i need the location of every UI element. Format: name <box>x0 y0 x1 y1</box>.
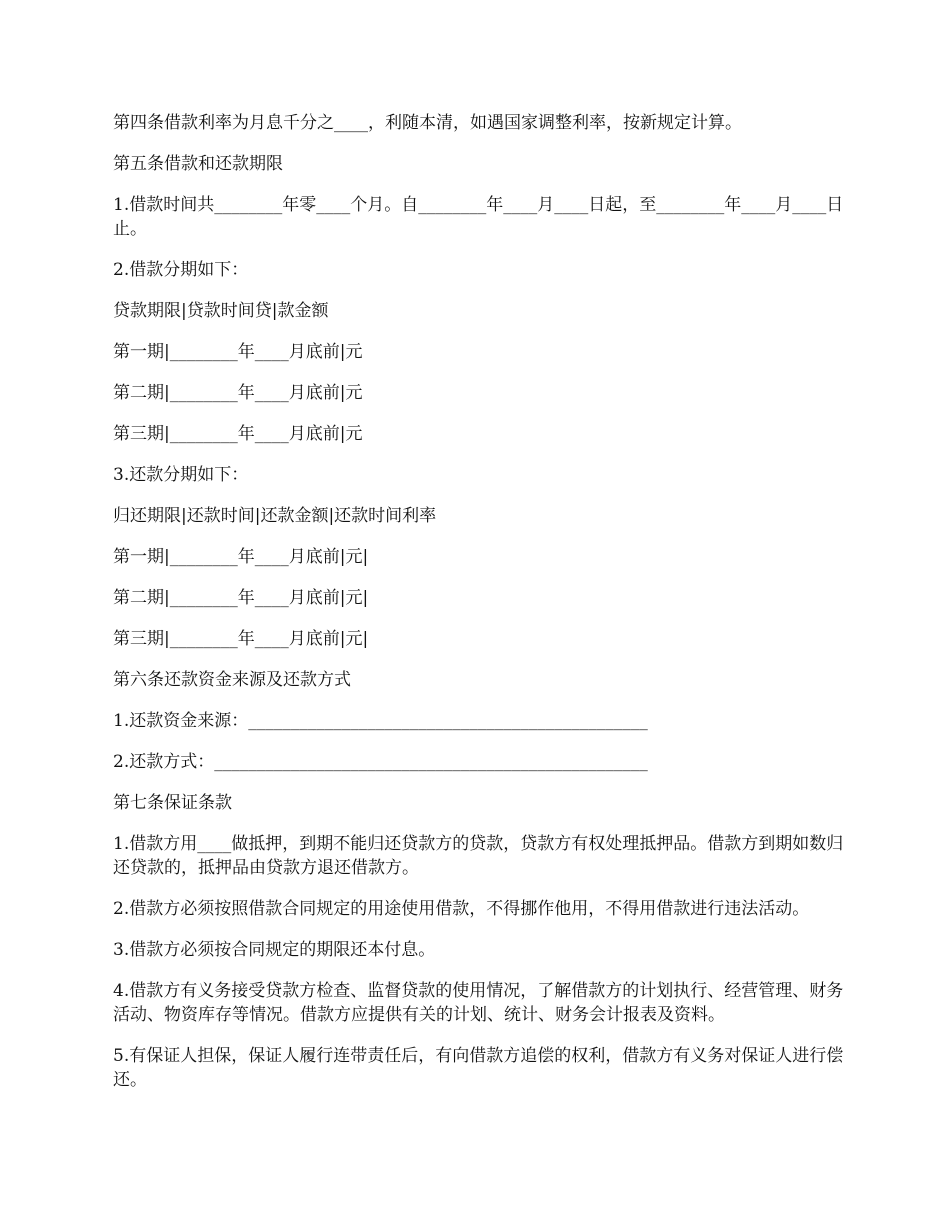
article-6-heading: 第六条还款资金来源及还款方式 <box>113 670 351 690</box>
repayment-row-1: 第一期|________年____月底前|元| <box>113 547 369 567</box>
article-4-interest-rate: 第四条借款利率为月息千分之____，利随本清，如遇国家调整利率，按新规定计算。 <box>113 113 742 133</box>
repayment-fund-source: 1.还款资金来源：_______________________________________________ <box>113 711 648 731</box>
repayment-method: 2.还款方式：___________________________________________________ <box>113 752 648 772</box>
article-5-heading: 第五条借款和还款期限 <box>113 154 283 174</box>
guarantee-clause-3: 3.借款方必须按合同规定的期限还本付息。 <box>113 940 436 960</box>
loan-row-3: 第三期|________年____月底前|元 <box>113 424 363 444</box>
loan-row-2: 第二期|________年____月底前|元 <box>113 383 363 403</box>
repayment-row-3: 第三期|________年____月底前|元| <box>113 629 369 649</box>
repayment-table-header: 归还期限|还款时间|还款金额|还款时间利率 <box>113 506 437 526</box>
document-body <box>113 111 858 1109</box>
repayment-row-2: 第二期|________年____月底前|元| <box>113 588 369 608</box>
repayment-installments-heading: 3.还款分期如下： <box>113 465 249 485</box>
loan-row-1: 第一期|________年____月底前|元 <box>113 342 363 362</box>
guarantee-clause-2: 2.借款方必须按照借款合同规定的用途使用借款，不得挪作他用，不得用借款进行违法活动。 <box>113 899 810 919</box>
loan-table-header: 贷款期限|贷款时间贷|款金额 <box>113 301 329 321</box>
guarantee-clause-1: 1.借款方用____做抵押，到期不能归还贷款方的贷款，贷款方有权处理抵押品。借款方到期如数归还贷款的，抵押品由贷款方退还借款方。 <box>113 834 844 878</box>
guarantee-clause-5: 5.有保证人担保，保证人履行连带责任后，有向借款方追偿的权利，借款方有义务对保证人进行偿还。 <box>113 1046 844 1090</box>
guarantee-clause-4: 4.借款方有义务接受贷款方检查、监督贷款的使用情况，了解借款方的计划执行、经营管理、财务活动、物资库存等情况。借款方应提供有关的计划、统计、财务会计报表及资料。 <box>113 981 844 1025</box>
article-7-heading: 第七条保证条款 <box>113 793 232 813</box>
loan-installments-heading: 2.借款分期如下： <box>113 260 249 280</box>
loan-term-clause: 1.借款时间共________年零____个月。自________年____月____日起，至________年____月____日止。 <box>113 195 844 239</box>
